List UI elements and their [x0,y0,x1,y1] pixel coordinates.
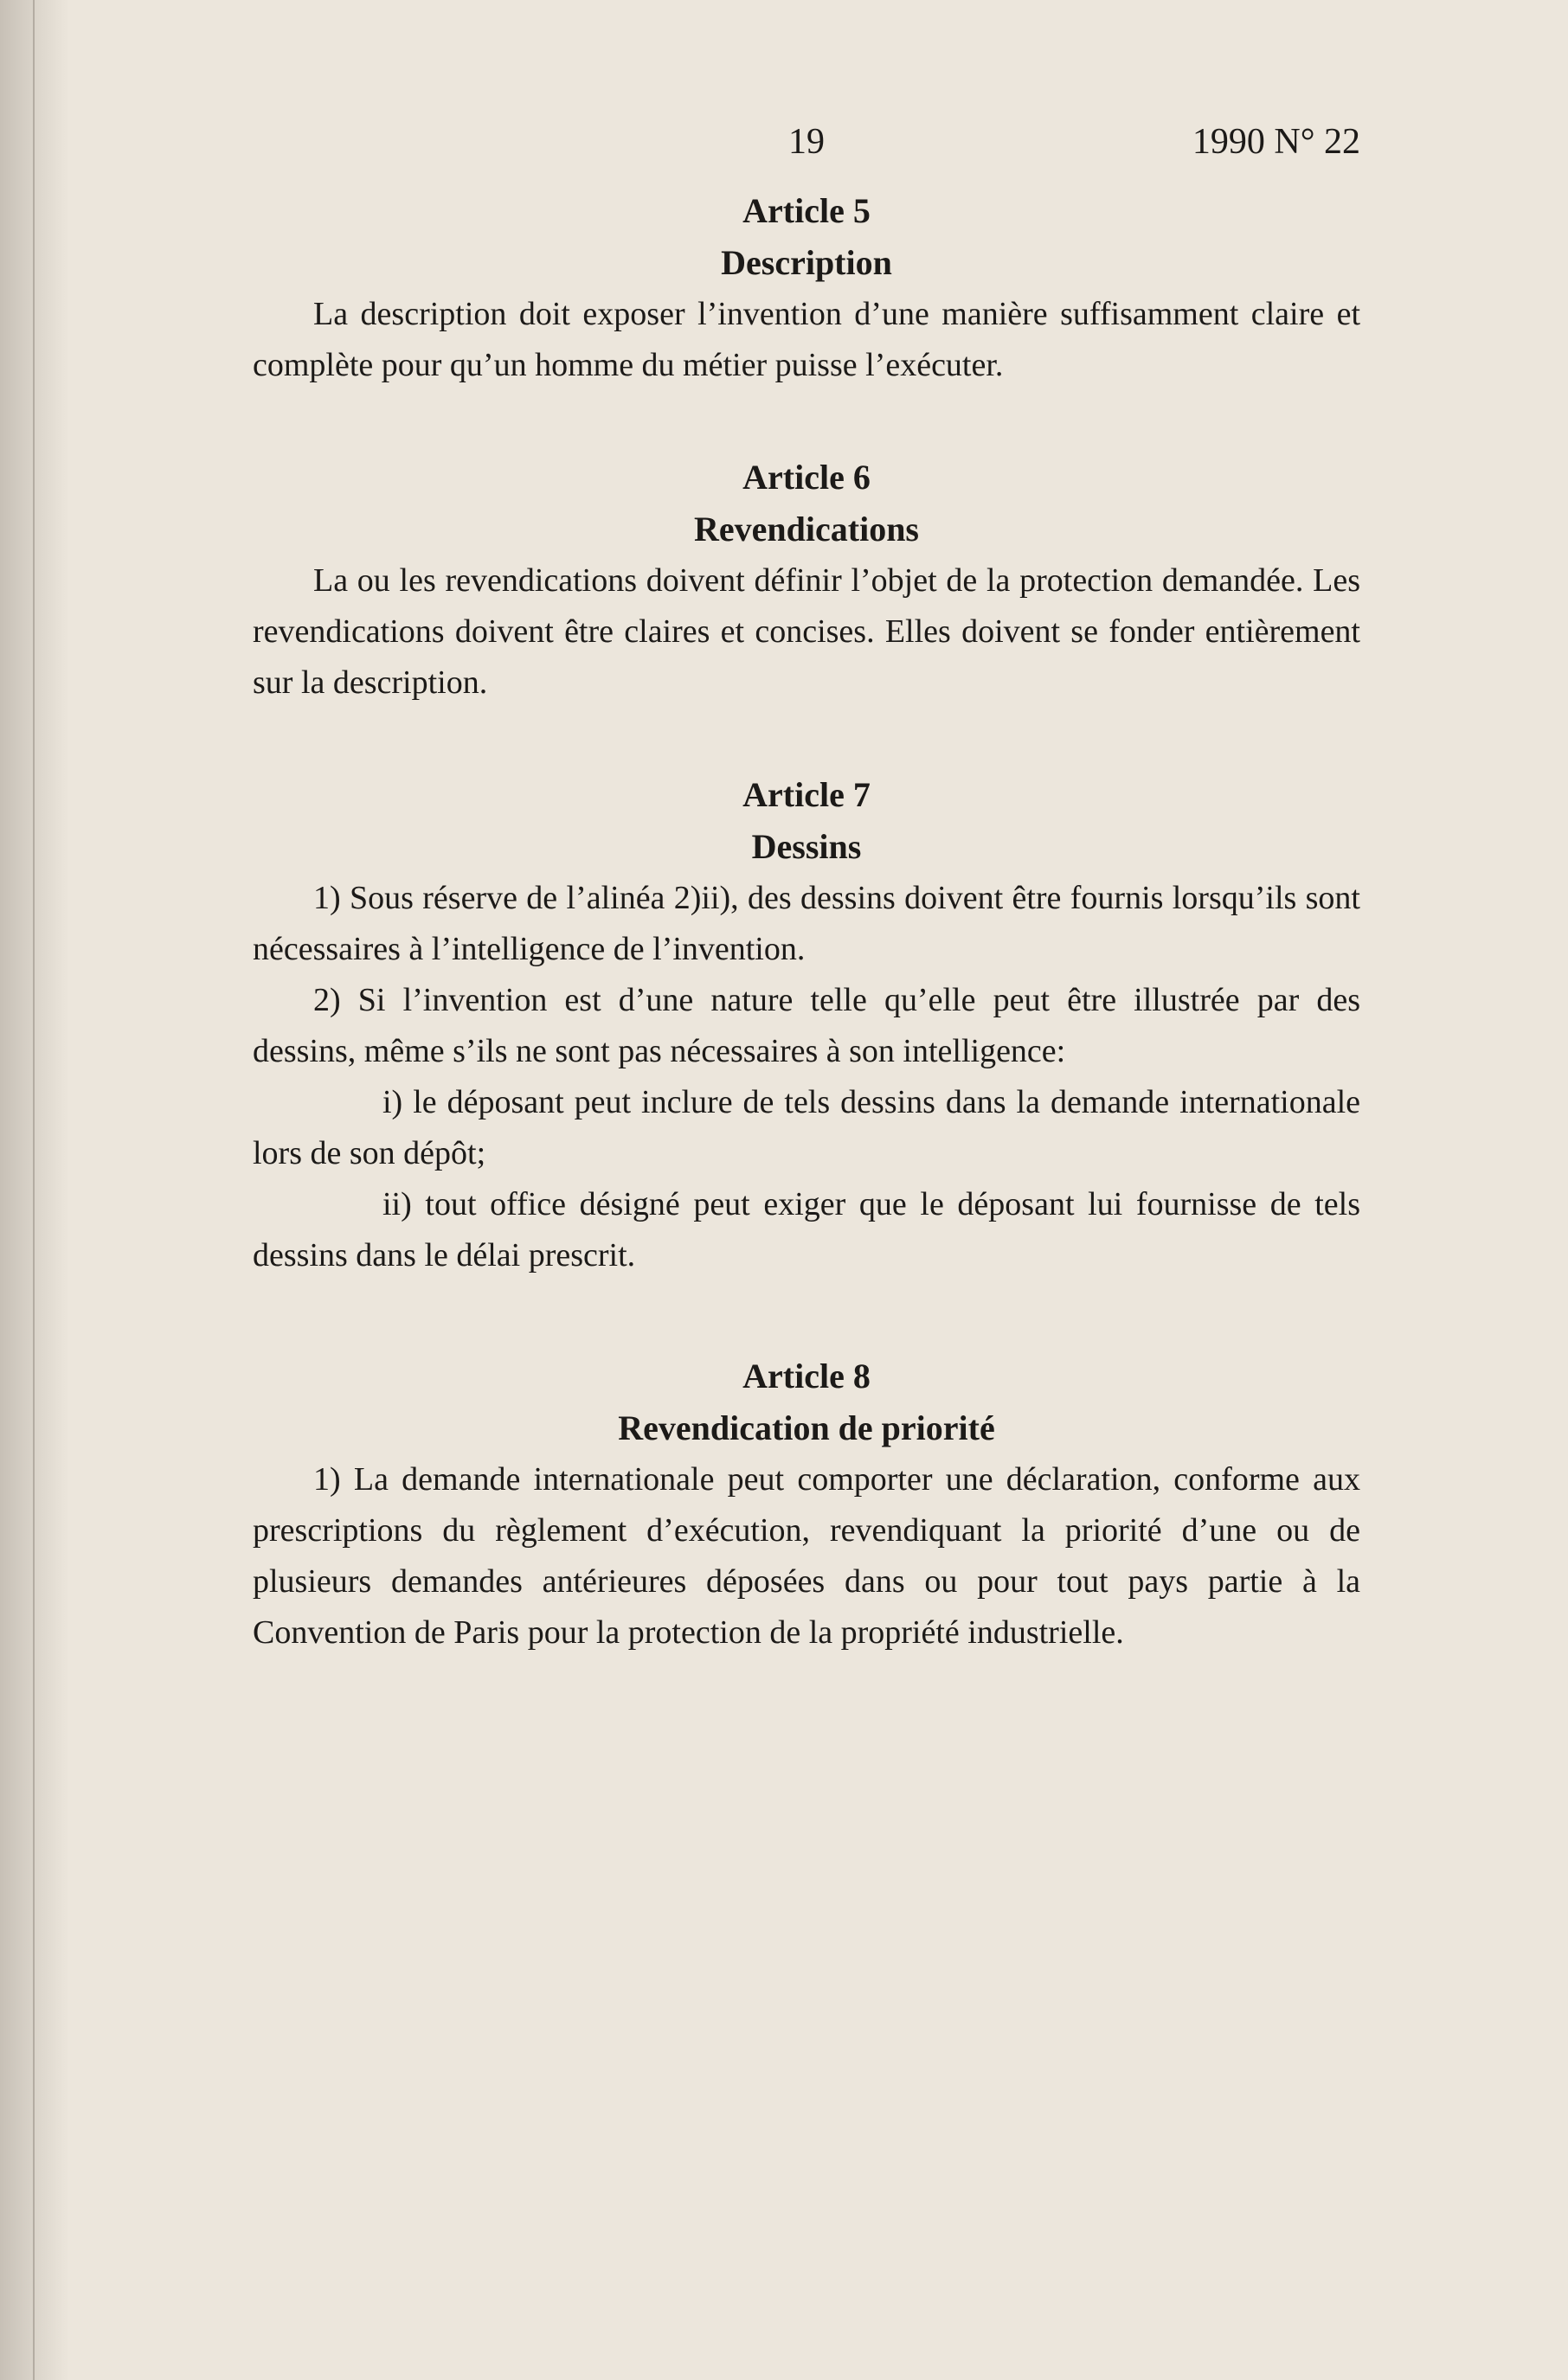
book-gutter-line [33,0,35,2380]
article-title: Article 7 [742,775,871,814]
article-title: Article 5 [742,191,871,230]
article-subparagraph: i) le déposant peut inclure de tels dessins dans la demande internationale lors de son dépôt; [253,1084,1360,1171]
article-paragraph: 1) La demande internationale peut comporter une déclaration, conforme aux prescriptions du règlement d’exécution, revendiquant la priorité d’une ou de plusieurs demandes antérieures déposées dans ou pour tout pays partie à la Convention de Paris pour la protection de la propriété industrielle. [253,1461,1360,1651]
article-paragraph: La description doit exposer l’invention d’une manière suffisamment claire et complète pour qu’un homme du métier puisse l’exécuter. [253,296,1360,383]
page-number: 19 [788,122,825,162]
article-title: Article 6 [742,458,871,497]
article-heading: Dessins [751,827,862,866]
document-reference: 1990 N° 22 [1192,122,1360,162]
page-header [253,112,1360,173]
document-page [253,112,1360,1658]
article-paragraph: La ou les revendications doivent définir l’objet de la protection demandée. Les revendications doivent être claires et concises. Elles doivent se fonder entièrement sur la description. [253,562,1360,701]
book-spine-shadow [0,0,69,2380]
article-heading: Description [721,243,892,282]
article-5 [253,185,1360,391]
article-8 [253,1350,1360,1658]
article-heading: Revendication de priorité [618,1408,995,1447]
article-heading: Revendications [694,510,919,548]
article-subparagraph: ii) tout office désigné peut exiger que le déposant lui fournisse de tels dessins dans le délai prescrit. [253,1186,1360,1273]
article-paragraph: 2) Si l’invention est d’une nature telle qu’elle peut être illustrée par des dessins, même s’ils ne sont pas nécessaires à son intelligence: [253,982,1360,1069]
article-7 [253,769,1360,1281]
article-title: Article 8 [742,1357,871,1395]
article-paragraph: 1) Sous réserve de l’alinéa 2)ii), des dessins doivent être fournis lorsqu’ils sont nécessaires à l’intelligence de l’invention. [253,880,1360,967]
article-6 [253,452,1360,709]
